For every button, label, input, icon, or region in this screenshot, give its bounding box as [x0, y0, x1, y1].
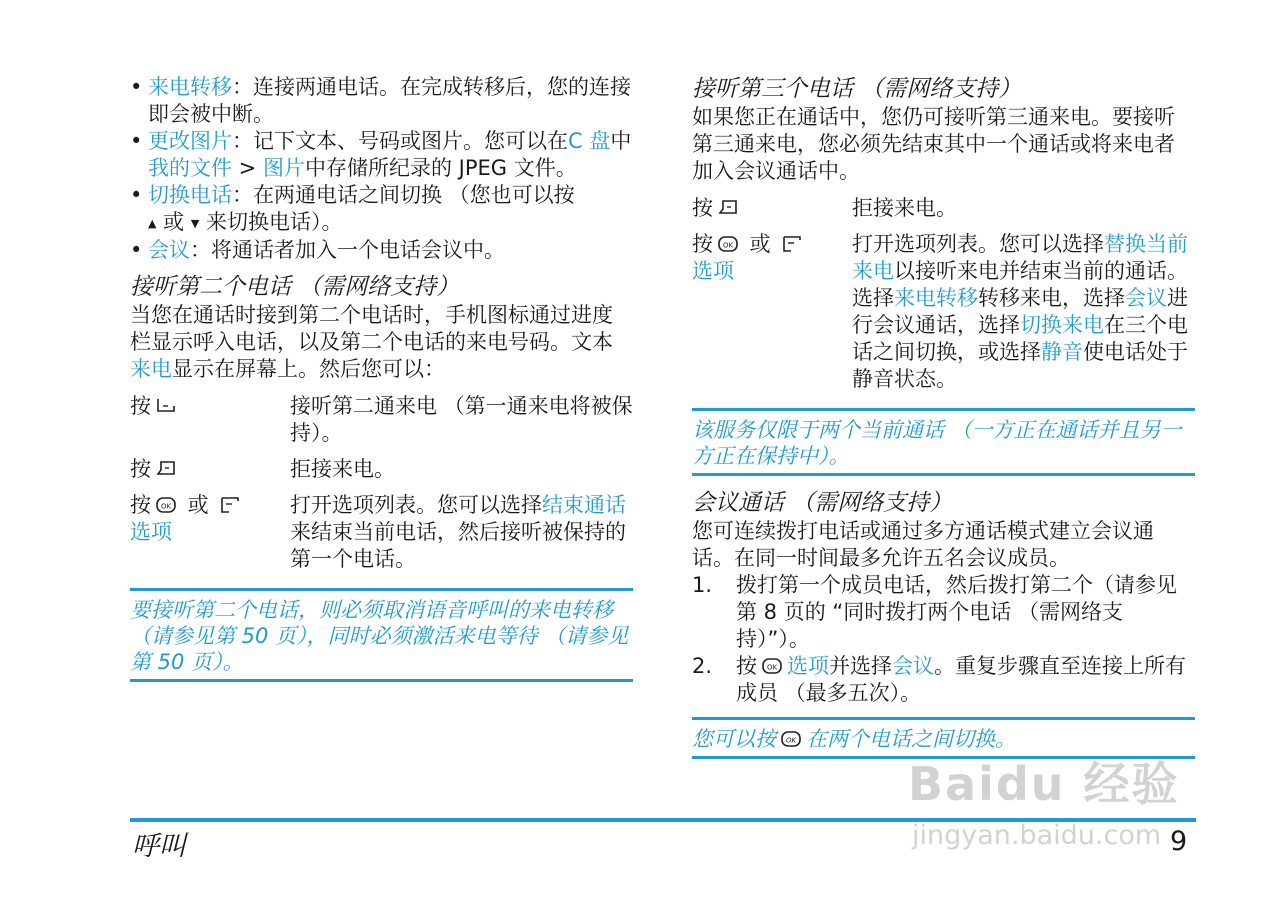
ok-key-icon [717, 234, 739, 254]
key-label: 按 [130, 457, 151, 481]
key-label: 按 [692, 232, 713, 256]
note-box [130, 588, 633, 682]
intro-text-tail: 显示在屏幕上。然后您可以： [172, 357, 445, 381]
term-switch-call: 切换电话 [148, 183, 232, 207]
desc-cell [290, 492, 633, 582]
feature-list [130, 74, 633, 264]
menu-key-icon [781, 234, 803, 254]
path-separator: > [232, 156, 263, 180]
section-intro: 您可连续拨打电话或通过多方通话模式建立会议通话。在同一时间最多允许五名会议成员。 [692, 519, 1154, 570]
footer-divider [130, 818, 1196, 822]
step-text: 。重复步骤直至连接上所有成员 （最多五次）。 [736, 654, 1186, 705]
desc-text-tail: 来结束当前电话，然后接听被保持的第一个电话。 [290, 520, 626, 571]
or-text: 或 [743, 232, 778, 256]
list-item [692, 572, 1195, 653]
desc-text: 打开选项列表。您可以选择 [852, 232, 1104, 256]
hangup-key-icon [155, 459, 177, 479]
key-cell [692, 231, 852, 402]
table-row [130, 492, 633, 582]
step-number: 1. [692, 573, 713, 597]
right-column [692, 74, 1195, 759]
desc-cell [852, 231, 1195, 402]
up-arrow-icon: ▲ [148, 217, 157, 230]
desc-text: 使电话处于静音状态。 [852, 340, 1188, 391]
step-text: 按 [736, 654, 757, 678]
note-text-tail: 在两个电话之间切换。 [806, 727, 1016, 751]
ok-key-icon [780, 729, 802, 749]
section-intro [130, 302, 633, 383]
list-item [692, 653, 1195, 707]
key-cell [130, 456, 290, 492]
conference-option: 会议 [1125, 286, 1167, 310]
note-text: 您可以按 [692, 727, 776, 751]
path-drive: C 盘 [568, 129, 611, 153]
desc-cell: 拒接来电。 [290, 457, 395, 481]
note-text-tail: 等待 （请参见第 50 页）。 [130, 624, 629, 674]
conference-option: 会议 [892, 654, 934, 678]
desc-cell: 拒接来电。 [852, 196, 957, 220]
step-number: 2. [692, 654, 713, 678]
term-conference: 会议 [148, 238, 190, 262]
options-label: 选项 [787, 654, 829, 678]
path-pictures: 图片 [262, 156, 305, 180]
item-text: ：将通话者加入一个电话会议中。 [190, 238, 505, 262]
table-row [130, 393, 633, 456]
ok-key-icon [761, 656, 783, 676]
intro-highlight: 来电 [130, 357, 172, 381]
options-label: 选项 [130, 520, 172, 544]
end-call-option: 结束通话 [542, 493, 626, 517]
or-text: 或 [181, 493, 216, 517]
item-text: ：记下文本、号码或图片。您可以在 [232, 129, 568, 153]
mute-option: 静音 [1041, 340, 1083, 364]
replace-call-option: 替换当前来电 [852, 232, 1188, 283]
call-key-icon [155, 396, 177, 416]
term-change-picture: 更改图片 [148, 129, 232, 153]
call-transfer-option: 来电转移 [894, 286, 978, 310]
key-cell [130, 492, 290, 582]
item-text-tail: 来切换电话）。 [199, 210, 343, 234]
switch-call-option: 切换来电 [1020, 313, 1104, 337]
table-row [130, 456, 633, 492]
item-text-mid: 中 [610, 129, 632, 153]
key-label: 按 [130, 493, 151, 517]
or-text: 或 [156, 210, 191, 234]
note-text: 要接听第二个电话，则必须取消语音呼叫的来电转移 （请参见第 50 页），同时必须激活 [130, 598, 613, 648]
section-title: 会议通话 （需网络支持） [692, 490, 953, 516]
desc-text: 以接听来电并结束当前的通话。选择 [852, 259, 1188, 310]
note-highlight: 来电 [453, 624, 496, 648]
ok-key-icon [155, 495, 177, 515]
desc-text: 打开选项列表。您可以选择 [290, 493, 542, 517]
hangup-key-icon [717, 198, 739, 218]
list-item [130, 128, 633, 182]
footer-chapter-title: 呼叫 [132, 831, 186, 862]
key-action-table [692, 195, 1195, 402]
table-row [692, 231, 1195, 402]
item-text-tail: 中存储所纪录的 JPEG 文件。 [304, 156, 577, 180]
key-label: 按 [130, 394, 151, 418]
note-box [692, 717, 1195, 759]
path-my-files: 我的文件 [148, 156, 232, 180]
step-text: 拨打第一个成员电话，然后拨打第二个（请参见第 8 页的 “同时拨打两个电话 （需网络支持）”）。 [736, 573, 1177, 651]
desc-text: 转移来电，选择 [978, 286, 1125, 310]
item-text: ：连接两通电话。在完成转移后，您的连接即会被中断。 [148, 75, 631, 126]
table-row [692, 195, 1195, 231]
key-action-table [130, 393, 633, 582]
menu-key-icon [219, 495, 241, 515]
page-number: 9 [1170, 826, 1188, 857]
desc-text: 进行会议通话，选择 [852, 286, 1188, 337]
step-text: 并选择 [829, 654, 892, 678]
section-title: 接听第三个电话 （需网络支持） [692, 76, 1022, 102]
key-cell [692, 195, 852, 231]
options-label: 选项 [692, 259, 734, 283]
watermark-brand: Baidu 经验 [908, 757, 1180, 811]
section-title: 接听第二个电话 （需网络支持） [130, 274, 460, 300]
item-text: ：在两通电话之间切换 （您也可以按 [232, 183, 575, 207]
key-cell [130, 393, 290, 456]
list-item [130, 74, 633, 128]
steps-list [692, 572, 1195, 707]
list-item [130, 237, 633, 264]
desc-text: 在三个电话之间切换，或选择 [852, 313, 1188, 364]
down-arrow-icon: ▼ [190, 217, 200, 230]
note-box: 该服务仅限于两个当前通话 （一方正在通话并且另一方正在保持中）。 [692, 408, 1195, 476]
desc-cell: 接听第二通来电 （第一通来电将被保持）。 [290, 394, 633, 445]
key-label: 按 [692, 196, 713, 220]
section-intro: 如果您正在通话中，您仍可接听第三通来电。要接听第三通来电，您必须先结束其中一个通话或将来电者加入会议通话中。 [692, 105, 1175, 183]
intro-text: 当您在通话时接到第二个电话时，手机图标通过进度栏显示呼入电话，以及第二个电话的来电号码。文本 [130, 303, 613, 354]
list-item [130, 182, 633, 237]
watermark-url: jingyan.baidu.com [912, 820, 1162, 851]
left-column [130, 74, 633, 682]
term-call-transfer: 来电转移 [148, 75, 232, 99]
